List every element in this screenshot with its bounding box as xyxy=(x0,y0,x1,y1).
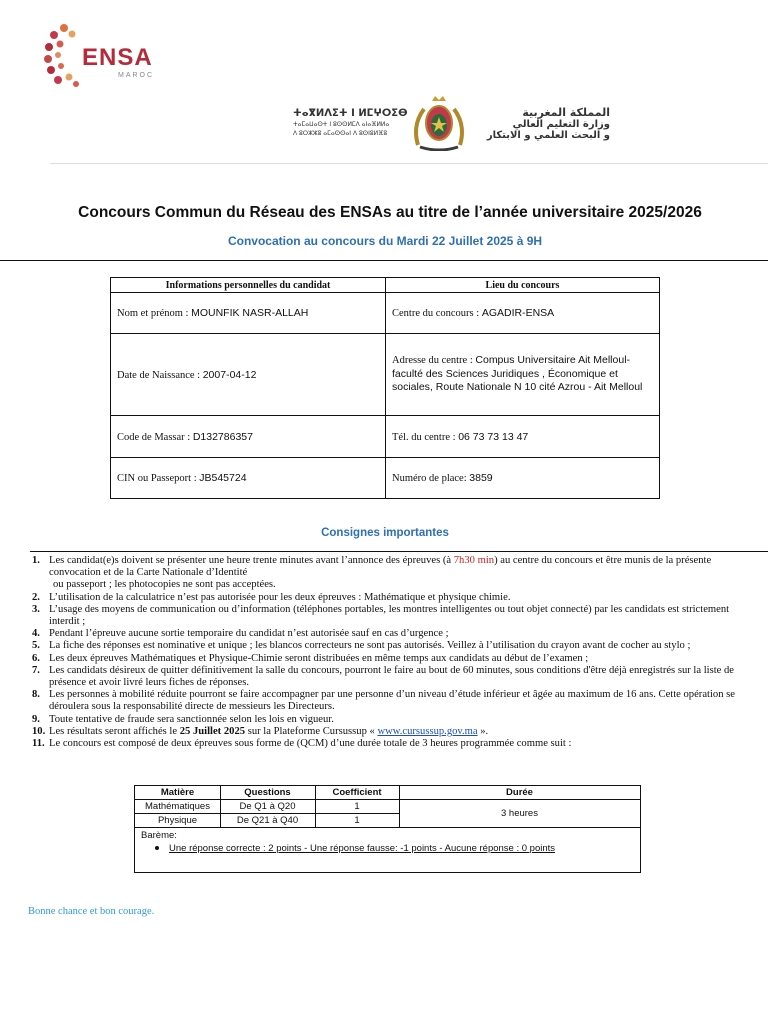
massar-cell xyxy=(111,416,386,458)
cin-label: CIN ou Passeport : xyxy=(117,473,200,484)
exam-duration: 3 heures xyxy=(501,808,538,819)
ensa-logo-mark-icon xyxy=(44,22,84,88)
ministry-name-arabic xyxy=(478,106,610,141)
exam-center: AGADIR-ENSA xyxy=(481,307,555,319)
instruction-item xyxy=(32,628,744,640)
table-line xyxy=(135,799,640,800)
arabic-line-2: وزارة التعليم العالي xyxy=(512,119,610,130)
ministry-name-tifinagh xyxy=(293,108,408,137)
instruction-text-cont: sur la Plateforme Cursussup « xyxy=(245,725,378,737)
instruction-item xyxy=(32,665,744,689)
instruction-item xyxy=(32,592,744,604)
grading-label: Barème: xyxy=(141,830,177,841)
address-label: Adresse du centre : xyxy=(392,355,476,367)
instruction-number: 11. xyxy=(32,738,45,750)
center-phone: 06 73 73 13 47 xyxy=(458,430,529,443)
instruction-number: 10. xyxy=(32,725,46,737)
questions-physics: De Q21 à Q40 xyxy=(236,815,299,826)
ensa-logo-subtext: MAROC xyxy=(118,72,155,79)
instruction-item xyxy=(32,653,744,665)
instruction-item xyxy=(32,689,744,713)
bullet-icon xyxy=(155,846,159,850)
instruction-number: 6. xyxy=(32,652,40,664)
exam-schedule-table xyxy=(134,785,641,873)
massar-label: Code de Massar : xyxy=(117,431,193,443)
center-label: Centre du concours : xyxy=(392,308,482,319)
instruction-item xyxy=(32,640,744,652)
subject-math: Mathématiques xyxy=(145,801,210,812)
instruction-number: 7. xyxy=(32,664,40,676)
instruction-number: 1. xyxy=(32,555,40,566)
convocation-subtitle: Convocation au concours du Mardi 22 Juillet 2025 à 9H xyxy=(227,234,543,248)
phone-label: Tél. du centre : xyxy=(392,431,459,443)
grading-rule xyxy=(155,843,555,854)
table-line xyxy=(135,827,640,828)
instruction-text: Toute tentative de fraude sera sanctionnée selon les lois en vigueur. xyxy=(49,713,334,725)
duration-header: Durée xyxy=(506,787,533,798)
closing-message: Bonne chance et bon courage. xyxy=(28,906,155,917)
candidate-name: MOUNFIK NASR-ALLAH xyxy=(191,307,309,319)
ensa-logo xyxy=(44,22,154,90)
instruction-text: L’usage des moyens de communication ou d’information (téléphones portables, les montres intelligentes ou tout objet connecté) par les candidats est strictement interdit ; xyxy=(49,603,730,628)
instruction-text: Pendant l’épreuve aucune sortie temporaire du candidat n’est autorisée sauf en cas d’urgence ; xyxy=(49,628,449,640)
subject-header: Matière xyxy=(160,787,195,798)
grading-text: Une réponse correcte : 2 points - Une réponse fausse: -1 points - Aucune réponse : 0 points xyxy=(169,843,556,854)
instruction-item xyxy=(32,738,744,750)
birth-cell xyxy=(111,334,386,416)
cin-number: JB545724 xyxy=(199,472,247,484)
instruction-text: Les résultats seront affichés le xyxy=(49,725,180,737)
instructions-title: Consignes importantes xyxy=(321,527,449,539)
instruction-text: Les candidats désireux de quitter définitivement la salle du concours, pourront le faire au bout de 60 minutes, sous conditions d'être déjà enregistrés sur la liste de présence et avoir livré leurs fiches de réponses. xyxy=(49,664,735,689)
name-cell xyxy=(111,293,386,334)
phone-cell xyxy=(386,416,660,458)
candidate-info-table xyxy=(110,277,660,499)
subject-physics: Physique xyxy=(157,815,198,826)
seat-cell xyxy=(386,458,660,499)
instructions-divider xyxy=(30,551,768,552)
instruction-number: 9. xyxy=(32,713,40,725)
instruction-number: 2. xyxy=(32,591,40,603)
tifinagh-line-2: ⵜⴰⵎⴰⵡⴰⵙⵜ ⵏ ⵓⵙⵙⵍⵎⴷ ⴰⵏⴰⴼⵍⵍⴰ xyxy=(293,121,390,128)
instruction-text: L’utilisation de la calculatrice n’est pas autorisée pour les deux épreuves : Mathématique et physique chimie. xyxy=(49,591,511,603)
exam-location-header: Lieu du concours xyxy=(386,278,660,293)
coef-math: 1 xyxy=(354,801,360,812)
instruction-text-cont: ) au centre du concours et être munis de la présente convocation et de la Carte Nationale d’Identité xyxy=(49,555,712,579)
questions-header: Questions xyxy=(244,787,291,798)
coat-of-arms-icon xyxy=(410,95,468,151)
personal-info-header: Informations personnelles du candidat xyxy=(111,278,386,293)
title-divider xyxy=(0,260,768,261)
birth-date: 2007-04-12 xyxy=(202,368,257,381)
instruction-item xyxy=(32,555,744,592)
instruction-text-end: ». xyxy=(477,725,489,737)
center-cell xyxy=(386,293,660,334)
instruction-item xyxy=(32,726,744,738)
name-label: Nom et prénom : xyxy=(117,308,192,319)
instruction-text: Les deux épreuves Mathématiques et Physique-Chimie seront distribuées en même temps aux candidats au début de l’examen ; xyxy=(49,652,589,664)
questions-math: De Q1 à Q20 xyxy=(239,801,296,812)
instruction-item xyxy=(32,714,744,726)
cin-cell xyxy=(111,458,386,499)
header-divider xyxy=(50,163,768,164)
page-title: Concours Commun du Réseau des ENSAs au titre de l’année universitaire 2025/2026 xyxy=(78,204,702,221)
instruction-text-end: ou passeport ; les photocopies ne sont pas acceptées. xyxy=(53,579,276,591)
ensa-logo-text: ENSA xyxy=(82,44,153,71)
seat-label: Numéro de place: xyxy=(392,473,470,484)
instruction-number: 4. xyxy=(32,628,40,640)
tifinagh-line-1: ⵜⴰⴳⵍⴷⵉⵜ ⵏ ⵍⵎⵖⵔⵉⴱ xyxy=(293,108,408,119)
instruction-number: 8. xyxy=(32,689,40,701)
instruction-text: Les candidat(e)s doivent se présenter une heure trente minutes avant l’annonce des épreuves (à xyxy=(49,555,454,566)
seat-number: 3859 xyxy=(469,472,493,484)
instruction-text: Les personnes à mobilité réduite pourront se faire accompagner par une personne d’un niveau d’étude inférieur et âgée au maximum de 16 ans. Cette opération se déroulera sous la responsabilité directe de messieurs les Directeurs. xyxy=(49,689,735,713)
instruction-text: La fiche des réponses est nominative et unique ; les blancos correcteurs ne sont pas autorisés. Veillez à l’utilisation du crayon avant de cocher au stylo ; xyxy=(49,640,691,652)
birth-label: Date de Naissance : xyxy=(117,369,203,381)
results-date: 25 Juillet 2025 xyxy=(179,725,246,737)
table-line xyxy=(135,813,399,814)
address-cell xyxy=(386,334,660,416)
coef-physics: 1 xyxy=(354,815,360,826)
instruction-text: Le concours est composé de deux épreuves sous forme de (QCM) d’une durée totale de 3 heures programmée comme suit : xyxy=(49,738,572,750)
center-address: Compus Universitaire Ait Melloul- faculté des Sciences Juridiques , Économique et sociales, Route Nationale N 10 cité Azrou - Ait Melloul xyxy=(392,354,643,394)
instruction-number: 5. xyxy=(32,640,40,652)
tifinagh-line-3: ⴷ ⵓⵔⵣⵣⵓ ⴰⵎⴰⵙⵙⴰⵏ ⴷ ⵓⵙⵏⵓⵍⴼⵓ xyxy=(293,130,388,137)
massar-code: D132786357 xyxy=(192,430,253,443)
arrival-time: 7h30 min xyxy=(453,555,495,566)
arabic-line-1: المملكة المغربية xyxy=(522,106,610,119)
arabic-line-3: و البحث العلمي و الابتكار xyxy=(486,130,610,141)
coefficient-header: Coefficient xyxy=(332,787,382,798)
instruction-number: 3. xyxy=(32,603,40,615)
cursussup-link[interactable]: www.cursussup.gov.ma xyxy=(377,725,478,737)
instruction-item xyxy=(32,604,744,628)
instructions-list xyxy=(32,555,744,750)
